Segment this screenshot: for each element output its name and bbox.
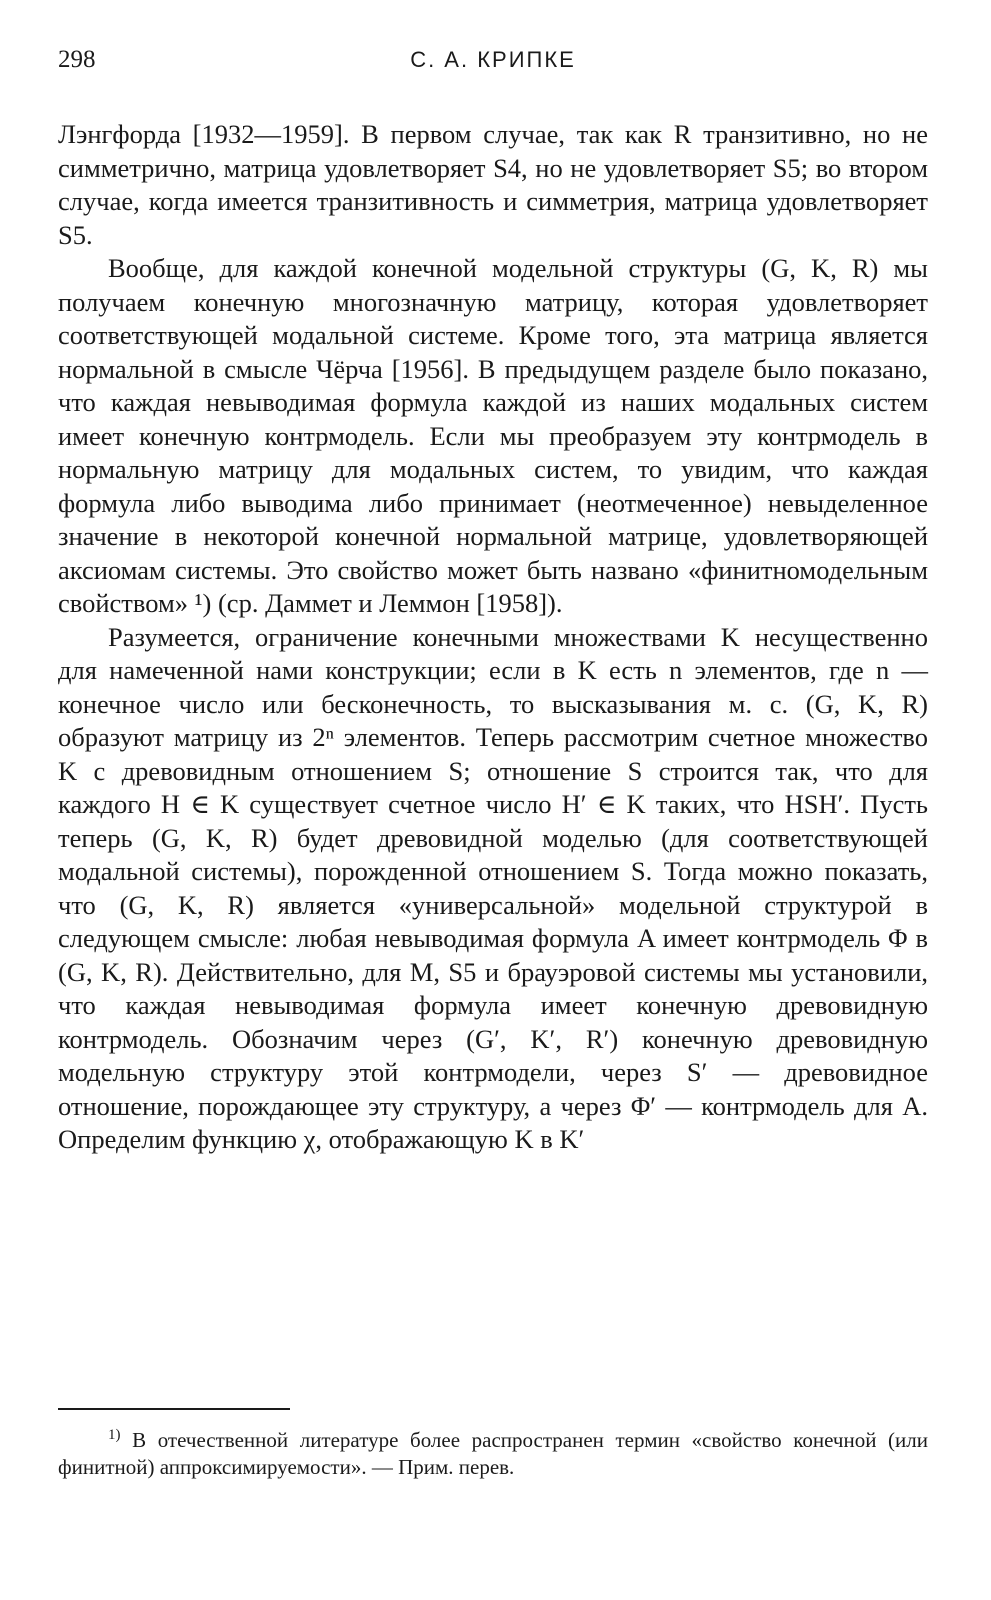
page-number: 298 [58, 46, 96, 73]
page-header [58, 40, 928, 80]
body-text [58, 118, 928, 1157]
footnote-text: В отечественной литературе более распространен термин «свойство конечной (или финитной) аппроксимируемости». — Прим. перев. [58, 1428, 928, 1479]
paragraph-1: Лэнгфорда [1932—1959]. В первом случае, так как R транзитивно, но не симметрично, матрица удовлетворяет S4, но не удовлетворяет S5; во втором случае, когда имеется транзитивность и симметрия, матрица удовлетворяет S5. [58, 119, 928, 250]
paragraph-2: Вообще, для каждой конечной модельной структуры (G, K, R) мы получаем конечную многозначную матрицу, которая удовлетворяет соответствующей модальной системе. Кроме того, эта матрица является нормальной в смысле Чёрча [1956]. В предыдущем разделе было показано, что каждая невыводимая формула каждой из наших модальных систем имеет конечную контрмодель. Если мы преобразуем эту контрмодель в нормальную матрицу для модальных систем, то увидим, что каждая формула либо выводима либо принимает (неотмеченное) невыделенное значение в некоторой конечной нормальной матрице, удовлетворяющей аксиомам системы. Это свойство может быть названо «финитномодельным свойством» ¹) (ср. Даммет и Леммон [1958]). [58, 253, 928, 618]
running-head: С. А. КРИПКЕ [410, 47, 576, 72]
footnote-marker: 1) [108, 1427, 121, 1443]
footnote-rule [58, 1408, 290, 1410]
paragraph-3: Разумеется, ограничение конечными множествами K несущественно для намеченной нами конструкции; если в K есть n элементов, где n — конечное число или бесконечность, то высказывания м. с. (G, K, R) образуют матрицу из 2ⁿ элементов. Теперь рассмотрим счетное множество K с древовидным отношением S; отношение S строится так, что для каждого H ∈ K существует счетное число H′ ∈ K таких, что HSH′. Пусть теперь (G, K, R) будет древовидной моделью (для соответствующей модальной системы), порожденной отношением S. Тогда можно показать, что (G, K, R) является «универсальной» модельной структурой в следующем смысле: любая невыводимая формула A имеет контрмодель Φ в (G, K, R). Действительно, для M, S5 и брауэровой системы мы установили, что каждая невыводимая формула имеет конечную древовидную контрмодель. Обозначим через (G′, K′, R′) конечную древовидную модельную структуру этой контрмодели, через S′ — древовидное отношение, порождающее эту структуру, а через Φ′ — контрмодель для A. Определим функцию χ, отображающую K в K′ [58, 621, 928, 1154]
footnote [58, 1422, 928, 1481]
